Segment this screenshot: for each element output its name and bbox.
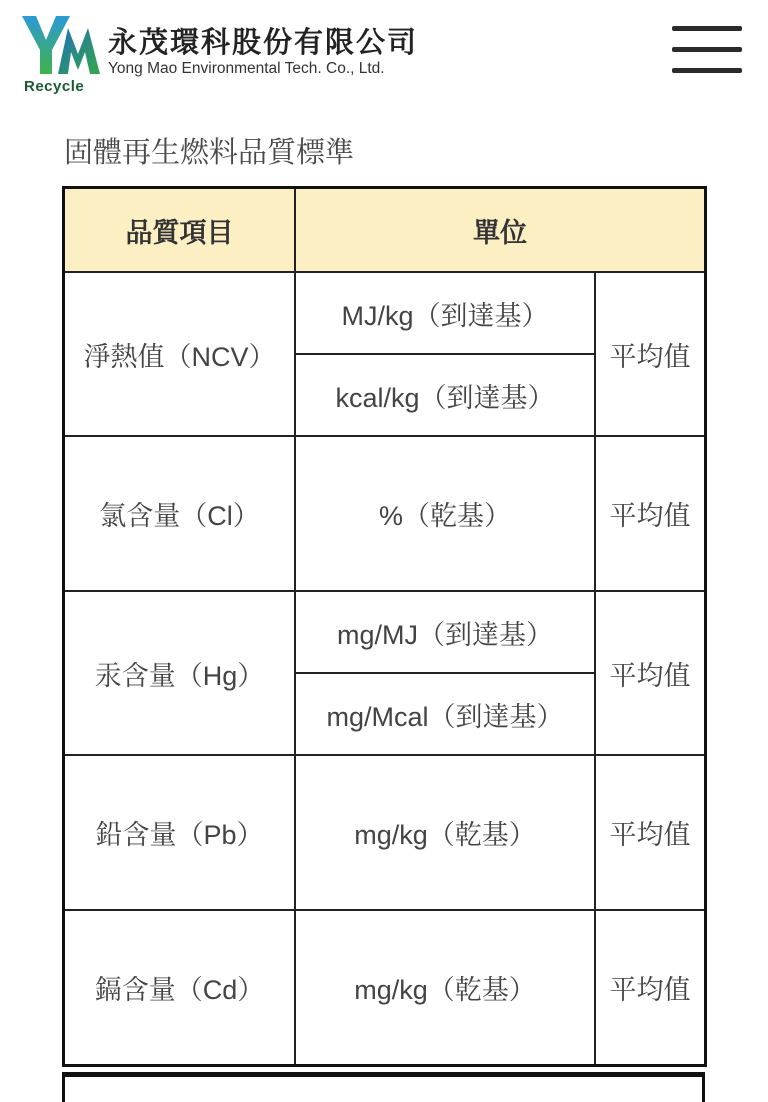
row-item-hg: 汞含量（Hg） bbox=[64, 591, 296, 755]
table-row bbox=[64, 436, 706, 591]
row-item-cl: 氯含量（Cl） bbox=[64, 436, 296, 591]
table-header-row bbox=[64, 188, 706, 273]
row-unit: kcal/kg（到達基） bbox=[295, 354, 595, 436]
company-logo[interactable] bbox=[22, 14, 452, 94]
row-stat: 平均值 bbox=[595, 436, 706, 591]
table-row bbox=[64, 591, 706, 673]
table-row bbox=[64, 910, 706, 1066]
menu-bar-bottom bbox=[672, 68, 742, 73]
header-unit: 單位 bbox=[295, 188, 706, 273]
logo-recycle-text: Recycle bbox=[24, 78, 85, 95]
row-unit: mg/kg（乾基） bbox=[295, 755, 595, 910]
hamburger-menu-icon[interactable] bbox=[672, 26, 744, 78]
row-item-ncv: 淨熱值（NCV） bbox=[64, 272, 296, 436]
header-quality-item: 品質項目 bbox=[64, 188, 296, 273]
menu-bar-top bbox=[672, 26, 742, 31]
table-continuation bbox=[62, 1072, 705, 1102]
ym-logo-icon bbox=[22, 14, 104, 76]
table-row bbox=[64, 755, 706, 910]
row-item-cd: 鎘含量（Cd） bbox=[64, 910, 296, 1066]
company-name-cn: 永茂環科股份有限公司 bbox=[108, 25, 419, 59]
row-stat: 平均值 bbox=[595, 910, 706, 1066]
page-title: 固體再生燃料品質標準 bbox=[64, 135, 355, 169]
company-name-en: Yong Mao Environmental Tech. Co., Ltd. bbox=[108, 60, 385, 77]
site-header bbox=[0, 0, 768, 110]
quality-standard-table bbox=[62, 186, 707, 1067]
menu-bar-middle bbox=[672, 47, 742, 52]
row-unit: mg/Mcal（到達基） bbox=[295, 673, 595, 755]
quality-standard-table-wrapper bbox=[62, 186, 707, 1067]
row-stat: 平均值 bbox=[595, 755, 706, 910]
row-stat: 平均值 bbox=[595, 272, 706, 436]
row-unit: mg/kg（乾基） bbox=[295, 910, 595, 1066]
row-unit: MJ/kg（到達基） bbox=[295, 272, 595, 354]
row-unit: mg/MJ（到達基） bbox=[295, 591, 595, 673]
table-row bbox=[64, 272, 706, 354]
row-stat: 平均值 bbox=[595, 591, 706, 755]
row-unit: %（乾基） bbox=[295, 436, 595, 591]
row-item-pb: 鉛含量（Pb） bbox=[64, 755, 296, 910]
